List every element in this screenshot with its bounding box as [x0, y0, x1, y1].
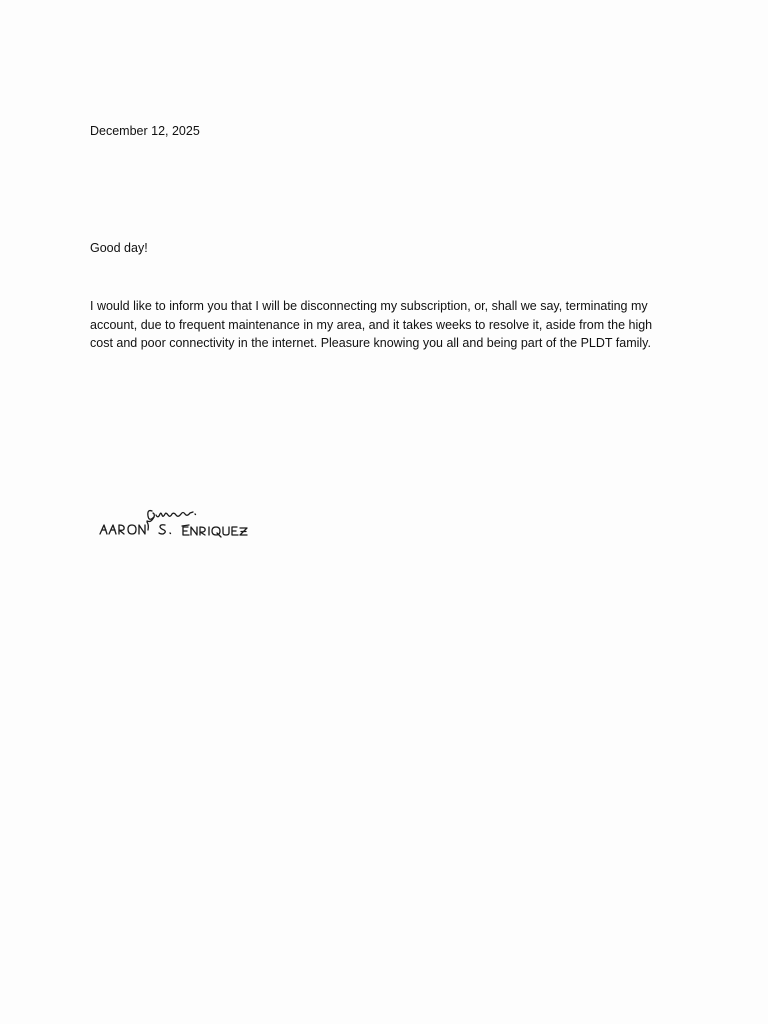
letter-greeting: Good day!	[90, 241, 148, 255]
letter-date: December 12, 2025	[90, 124, 200, 138]
handwritten-signature	[92, 500, 262, 546]
letter-body: I would like to inform you that I will be disconnecting my subscription, or, shall we say, terminating my account, due to frequent maintenance in my area, and it takes weeks to resolve it, aside from the high cost and poor connectivity in the internet. Pleasure knowing you all and being part of the PLDT family.	[90, 299, 653, 350]
signature-image	[92, 500, 262, 546]
